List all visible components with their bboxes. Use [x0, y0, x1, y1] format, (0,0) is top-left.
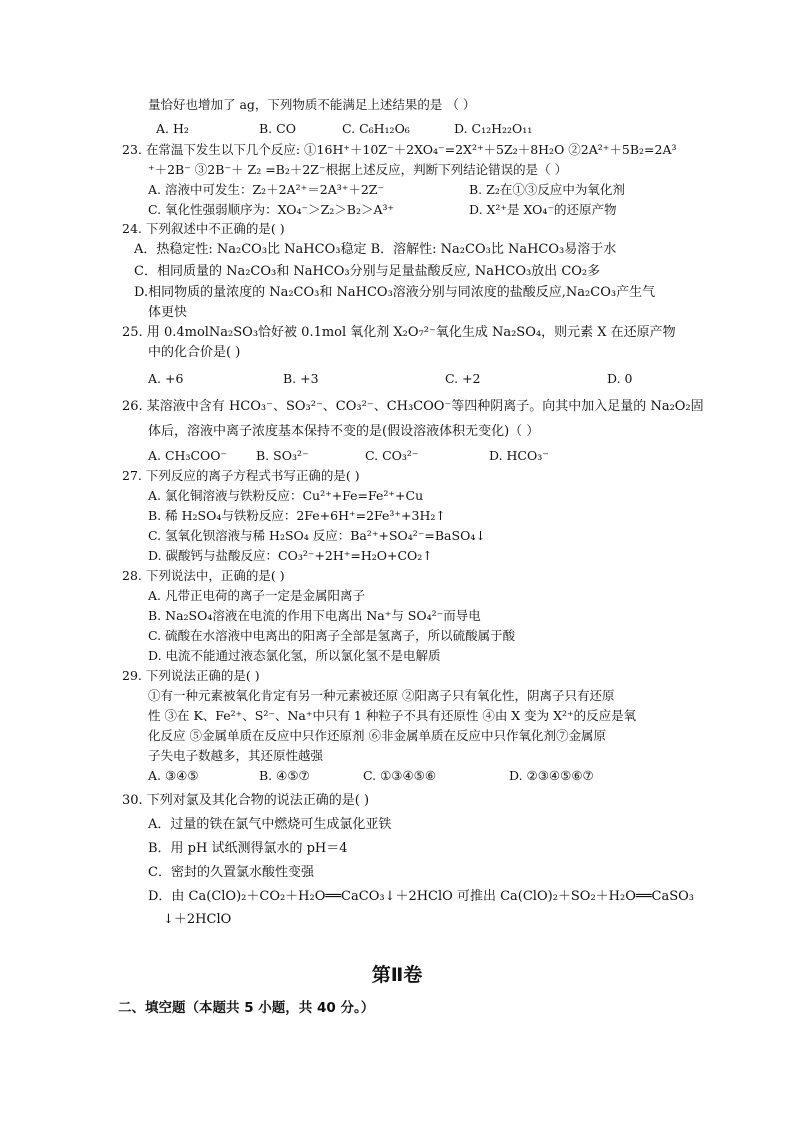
q23-option-c: C. 氧化性强弱顺序为：XO₄⁻＞Z₂＞B₂＞A³⁺ [148, 202, 395, 217]
q27-option-c: C. 氢氧化钡溶液与稀 H₂SO₄ 反应：Ba²⁺+SO₄²⁻=BaSO₄↓ [148, 528, 486, 543]
q26-option-d: D. HCO₃⁻ [489, 448, 549, 463]
q30-option-b: B．用 pH 试纸测得氯水的 pH＝4 [148, 841, 348, 856]
q27-option-a: A. 氯化铜溶液与铁粉反应：Cu²⁺+Fe=Fe²⁺+Cu [148, 488, 424, 503]
q30-option-c: C．密封的久置氯水酸性变强 [148, 865, 314, 880]
q25-option-c: C. +2 [445, 371, 481, 386]
q22-line: 量恰好也增加了 ag，下列物质不能满足上述结果的是 （ ） [148, 97, 476, 112]
q26-option-c: C. CO₃²⁻ [365, 448, 419, 463]
q23-option-a: A. 溶液中可发生：Z₂＋2A²⁺＝2A³⁺＋2Z⁻ [148, 182, 385, 197]
q24-option-d: D.相同物质的量浓度的 Na₂CO₃和 NaHCO₃溶液分别与同浓度的盐酸反应,Na₂CO₃产生气 [134, 285, 656, 300]
q24-option-c: C．相同质量的 Na₂CO₃和 NaHCO₃分别与足量盐酸反应, NaHCO₃放出 CO₂多 [134, 264, 601, 279]
q29-body-4: 子失电子数越多，其还原性越强 [148, 748, 324, 763]
q26-option-b: B. SO₃²⁻ [256, 448, 309, 463]
section-heading: 二、填空题（本题共 5 小题，共 40 分。） [118, 1000, 375, 1016]
q28-option-b: B. Na₂SO₄溶液在电流的作用下电离出 Na⁺与 SO₄²⁻而导电 [148, 608, 481, 623]
q28-option-a: A. 凡带正电荷的离子一定是金属阳离子 [148, 588, 365, 603]
part-title: 第Ⅱ卷 [371, 964, 423, 986]
q26-line-2: 体后，溶液中离子浓度基本保持不变的是(假设溶液体积无变化)（ ） [148, 424, 540, 439]
q26-line-1: 26. 某溶液中含有 HCO₃⁻、SO₃²⁻、CO₃²⁻、CH₃COO⁻等四种阴离子。向其中加入足量的 Na₂O₂固 [122, 399, 704, 414]
q24-option-d-cont: 体更快 [148, 305, 188, 320]
q27-line: 27. 下列反应的离子方程式书写正确的是( ) [122, 468, 360, 483]
q24-option-ab: A．热稳定性: Na₂CO₃比 NaHCO₃稳定 B．溶解性: Na₂CO₃比 NaHCO₃易溶于水 [134, 242, 617, 257]
q22-option-b: B. CO [259, 121, 296, 136]
q25-option-d: D. 0 [607, 371, 633, 386]
q25-line-2: 中的化合价是( ) [148, 345, 241, 360]
q22-option-a: A. H₂ [156, 121, 189, 136]
q24-line: 24. 下列叙述中不正确的是( ) [122, 221, 285, 236]
q25-option-a: A. +6 [148, 371, 184, 386]
q29-option-a: A. ③④⑤ [148, 768, 199, 783]
q27-option-d: D. 碳酸钙与盐酸反应：CO₃²⁻+2H⁺=H₂O+CO₂↑ [148, 548, 433, 563]
q25-option-b: B. +3 [283, 371, 319, 386]
q23-option-d: D. X²⁺是 XO₄⁻的还原产物 [469, 202, 617, 217]
q27-option-b: B. 稀 H₂SO₄与铁粉反应：2Fe+6H⁺=2Fe³⁺+3H₂↑ [148, 508, 446, 523]
q30-option-a: A．过量的铁在氯气中燃烧可生成氯化亚铁 [148, 817, 392, 832]
q22-option-d: D. C₁₂H₂₂O₁₁ [454, 121, 533, 136]
q28-line: 28. 下列说法中，正确的是( ) [122, 568, 285, 583]
q29-line: 29. 下列说法正确的是( ) [122, 668, 260, 683]
q26-option-a: A. CH₃COO⁻ [148, 448, 228, 463]
q25-line-1: 25. 用 0.4molNa₂SO₃恰好被 0.1mol 氧化剂 X₂O₇²⁻氧化生成 Na₂SO₄，则元素 X 在还原产物 [122, 325, 676, 340]
q29-body-2: 性 ③在 K、Fe²⁺、S²⁻、Na⁺中只有 1 种粒子不具有还原性 ④由 X 变为 X²⁺的反应是氧 [148, 708, 637, 723]
q23-option-b: B. Z₂在①③反应中为氧化剂 [469, 182, 625, 197]
q22-option-c: C. C₆H₁₂O₆ [342, 121, 410, 136]
q23-line-1: 23. 在常温下发生以下几个反应: ①16H⁺＋10Z⁻＋2XO₄⁻=2X²⁺＋5Z₂＋8H₂O ②2A²⁺＋5B₂=2A³ [122, 142, 677, 157]
q30-line: 30. 下列对氯及其化合物的说法正确的是( ) [122, 793, 370, 808]
q29-body-1: ①有一种元素被氧化肯定有另一种元素被还原 ②阳离子只有氧化性，阴离子只有还原 [148, 688, 615, 703]
q28-option-c: C. 硫酸在水溶液中电离出的阳离子全部是氢离子，所以硫酸属于酸 [148, 628, 516, 643]
q29-option-d: D. ②③④⑤⑥⑦ [509, 768, 594, 783]
q23-line-2: ⁺＋2B⁻ ③2B⁻＋ Z₂ =B₂＋2Z⁻根据上述反应，判断下列结论错误的是（ ） [148, 162, 568, 177]
q29-option-b: B. ④⑤⑦ [259, 768, 310, 783]
q30-option-d-cont: ↓＋2HClO [163, 912, 232, 927]
q29-option-c: C. ①③④⑤⑥ [363, 768, 437, 783]
q29-body-3: 化反应 ⑤金属单质在反应中只作还原剂 ⑥非金属单质在反应中只作氧化剂⑦金属原 [148, 728, 606, 743]
q30-option-d: D．由 Ca(ClO)₂＋CO₂＋H₂O══CaCO₃↓＋2HClO 可推出 Ca(ClO)₂＋SO₂＋H₂O══CaSO₃ [148, 889, 695, 904]
q28-option-d: D. 电流不能通过液态氯化氢，所以氯化氢不是电解质 [148, 648, 441, 663]
